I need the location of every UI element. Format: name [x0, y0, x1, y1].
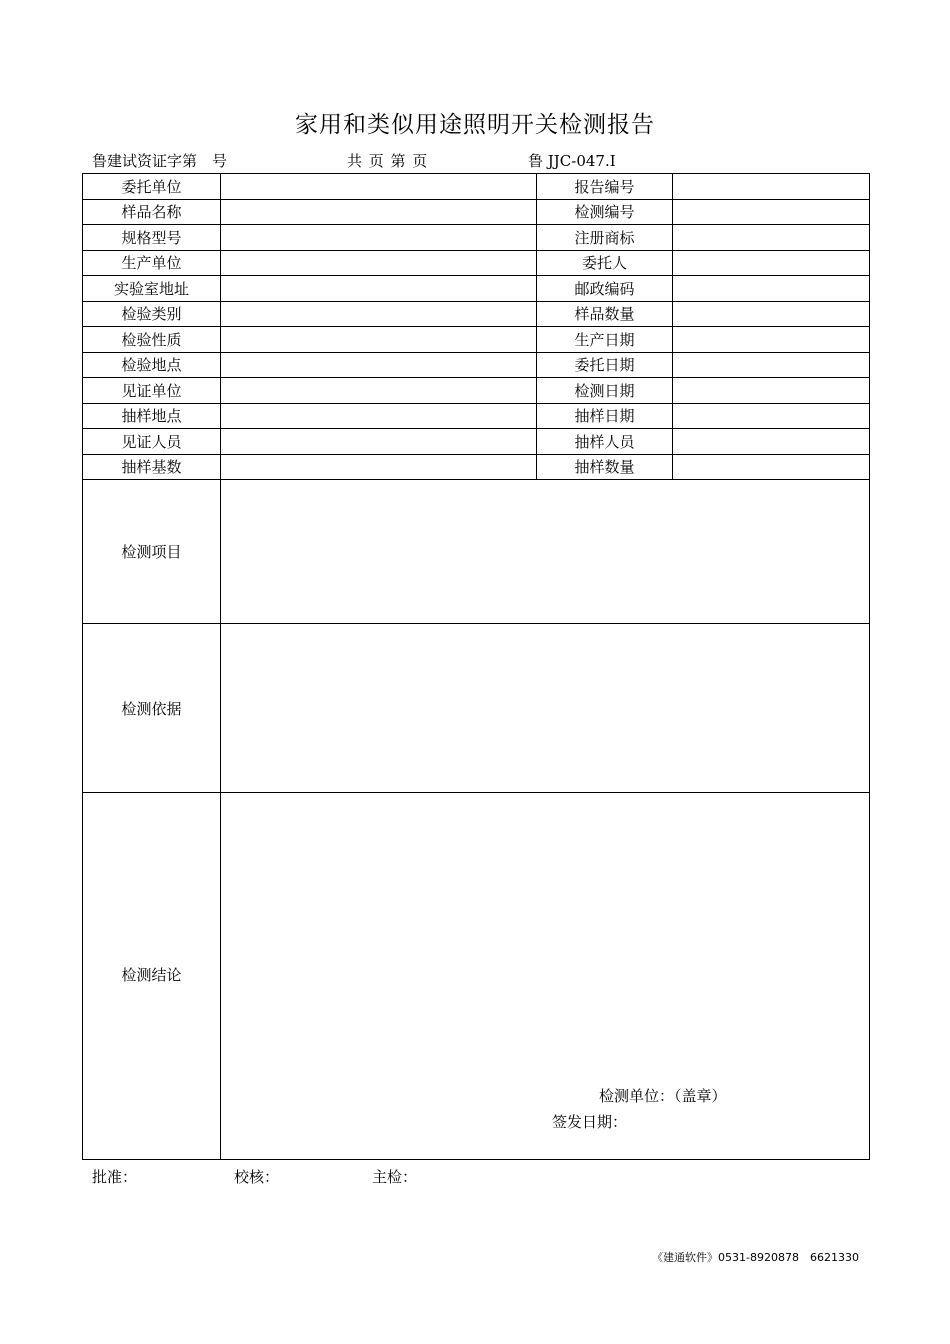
test-basis-content[interactable]: [221, 624, 870, 793]
field-value[interactable]: [221, 352, 537, 378]
field-value[interactable]: [221, 276, 537, 302]
field-value[interactable]: [221, 378, 537, 404]
table-row: [83, 327, 870, 353]
field-value[interactable]: [221, 327, 537, 353]
test-basis-row: [83, 624, 870, 793]
field-label: 抽样地点: [83, 403, 221, 429]
field-label: 检验性质: [83, 327, 221, 353]
field-value[interactable]: [673, 352, 870, 378]
form-code: 鲁 JJC-047.Ⅰ: [528, 152, 616, 170]
field-value[interactable]: [673, 327, 870, 353]
field-value[interactable]: [673, 378, 870, 404]
inspector-signature: 主检：: [372, 1168, 418, 1186]
table-row: [83, 225, 870, 251]
test-items-label: 检测项目: [83, 480, 221, 624]
report-table: [82, 173, 870, 1160]
field-label: 委托单位: [83, 174, 221, 200]
field-value[interactable]: [673, 301, 870, 327]
table-row: [83, 429, 870, 455]
field-value[interactable]: [673, 454, 870, 480]
field-value[interactable]: [221, 250, 537, 276]
field-label: 报告编号: [537, 174, 673, 200]
field-value[interactable]: [673, 276, 870, 302]
test-conclusion-label: 检测结论: [83, 793, 221, 1160]
table-row: [83, 454, 870, 480]
field-value[interactable]: [673, 225, 870, 251]
field-value[interactable]: [673, 199, 870, 225]
test-conclusion-row: [83, 793, 870, 1160]
field-label: 规格型号: [83, 225, 221, 251]
field-label: 检测编号: [537, 199, 673, 225]
field-label: 委托人: [537, 250, 673, 276]
field-value[interactable]: [673, 174, 870, 200]
field-value[interactable]: [221, 403, 537, 429]
field-value[interactable]: [673, 403, 870, 429]
report-title: 家用和类似用途照明开关检测报告: [295, 112, 655, 138]
field-label: 样品数量: [537, 301, 673, 327]
table-row: [83, 378, 870, 404]
field-value[interactable]: [221, 301, 537, 327]
test-conclusion-content[interactable]: [221, 793, 870, 1160]
field-value[interactable]: [221, 429, 537, 455]
field-label: 邮政编码: [537, 276, 673, 302]
table-row: [83, 403, 870, 429]
field-label: 注册商标: [537, 225, 673, 251]
field-label: 抽样数量: [537, 454, 673, 480]
field-value[interactable]: [221, 174, 537, 200]
field-label: 生产单位: [83, 250, 221, 276]
field-value[interactable]: [673, 429, 870, 455]
field-label: 生产日期: [537, 327, 673, 353]
table-row: [83, 174, 870, 200]
approval-signature: 批准：: [92, 1168, 138, 1186]
field-label: 抽样基数: [83, 454, 221, 480]
field-label: 委托日期: [537, 352, 673, 378]
field-value[interactable]: [221, 225, 537, 251]
test-basis-label: 检测依据: [83, 624, 221, 793]
table-row: [83, 352, 870, 378]
field-label: 检测日期: [537, 378, 673, 404]
certificate-number: 鲁建试资证字第 号: [92, 152, 228, 170]
field-value[interactable]: [673, 250, 870, 276]
testing-unit-seal: 检测单位：（盖章）: [599, 1087, 727, 1105]
review-signature: 校核：: [234, 1168, 280, 1186]
page-count: 共 页 第 页: [347, 152, 428, 170]
field-value[interactable]: [221, 199, 537, 225]
field-label: 见证单位: [83, 378, 221, 404]
table-row: [83, 250, 870, 276]
table-row: [83, 276, 870, 302]
field-label: 实验室地址: [83, 276, 221, 302]
software-brand: 《建通软件》0531-8920878 6621330: [652, 1251, 859, 1264]
issue-date: 签发日期：: [552, 1113, 628, 1131]
field-label: 检验类别: [83, 301, 221, 327]
field-label: 见证人员: [83, 429, 221, 455]
field-label: 抽样日期: [537, 403, 673, 429]
table-row: [83, 301, 870, 327]
field-value[interactable]: [221, 454, 537, 480]
field-label: 检验地点: [83, 352, 221, 378]
test-items-content[interactable]: [221, 480, 870, 624]
field-label: 抽样人员: [537, 429, 673, 455]
field-label: 样品名称: [83, 199, 221, 225]
test-items-row: [83, 480, 870, 624]
table-row: [83, 199, 870, 225]
